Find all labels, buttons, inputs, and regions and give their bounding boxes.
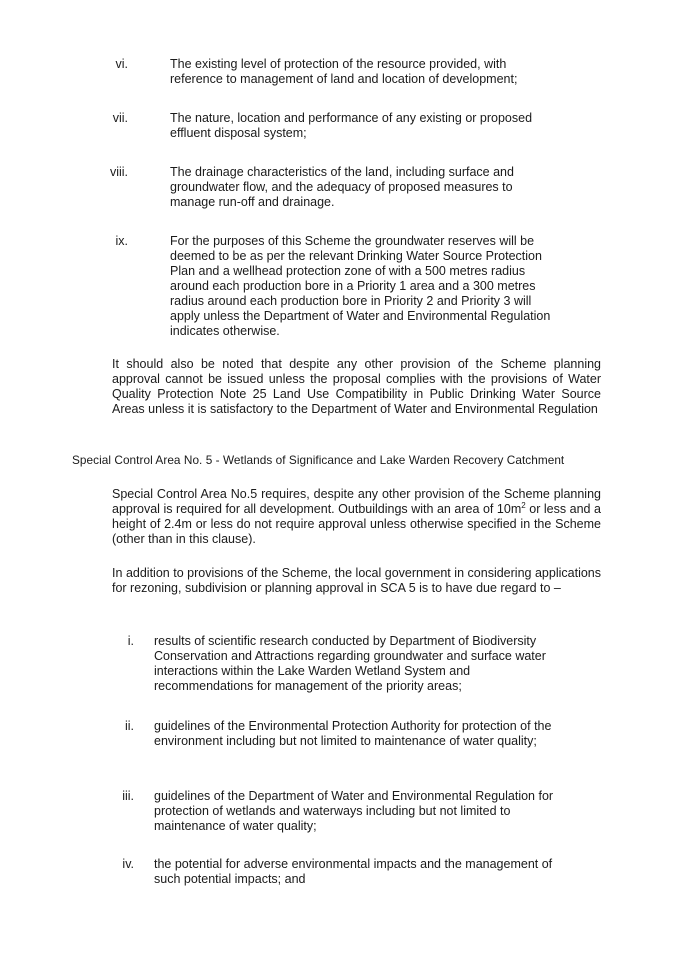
note-paragraph: It should also be noted that despite any other provision of the Scheme planning approval cannot be issued unless the proposal complies with the provisions of Water Quality Protection Note 25 Land Use Compatibility in Public Drinking Water Source Areas unless it is satisfactory to the Department of Water and Environmental Regulation <box>112 357 601 416</box>
list-item-text: guidelines of the Department of Water and Environmental Regulation for protection of wetlands and waterways including but not limited to maintenance of water quality; <box>154 789 554 833</box>
list-numeral: vi. <box>115 57 128 71</box>
section-heading: Special Control Area No. 5 - Wetlands of Significance and Lake Warden Recovery Catchment <box>72 453 565 467</box>
intro-paragraph: In addition to provisions of the Scheme, the local government in considering applications for rezoning, subdivision or planning approval in SCA 5 is to have due regard to – <box>112 566 601 595</box>
sca5-text-start: Special Control Area No.5 requires, despite any other provision of the Scheme planning approval is required for all development. Outbuildings with an area of 10m <box>112 487 601 516</box>
list-numeral: iii. <box>122 789 134 803</box>
list-item-text: For the purposes of this Scheme the groundwater reserves will be deemed to be as per the relevant Drinking Water Source Protection Plan and a wellhead protection zone of with a 500 metres radius around each production bore in a Priority 1 area and a 300 metres radius around each production bore in Priority 2 and Priority 3 will apply unless the Department of Water and Environmental Regulation indicates otherwise. <box>170 234 551 338</box>
list-numeral: ix. <box>115 234 128 248</box>
superscript-2: 2 <box>521 500 526 510</box>
list-item-text: The existing level of protection of the resource provided, with reference to management of land and location of development; <box>170 57 518 86</box>
list-item-text: guidelines of the Environmental Protection Authority for protection of the environment including but not limited to maintenance of water quality; <box>154 719 552 748</box>
list-item-text: the potential for adverse environmental impacts and the management of such potential impacts; and <box>154 857 553 886</box>
list-item-text: The drainage characteristics of the land, including surface and groundwater flow, and the adequacy of proposed measures to manage run-off and drainage. <box>170 165 514 209</box>
list-numeral: viii. <box>109 165 128 179</box>
list-numeral: i. <box>127 634 134 648</box>
sca5-text-end: or less and a height of 2.4m or less do not require approval unless otherwise specified in the Scheme (other than in this clause). <box>112 502 601 546</box>
sca5-paragraph <box>112 487 601 547</box>
list-numeral: vii. <box>112 111 128 125</box>
list-numeral: iv. <box>122 857 134 871</box>
list-item-text: The nature, location and performance of any existing or proposed effluent disposal system; <box>170 111 533 140</box>
list-numeral: ii. <box>124 719 134 733</box>
list-item-text: results of scientific research conducted by Department of Biodiversity Conservation and Attractions regarding groundwater and surface water interactions within the Lake Warden Wetland System and recommendations for management of the priority areas; <box>154 634 546 693</box>
